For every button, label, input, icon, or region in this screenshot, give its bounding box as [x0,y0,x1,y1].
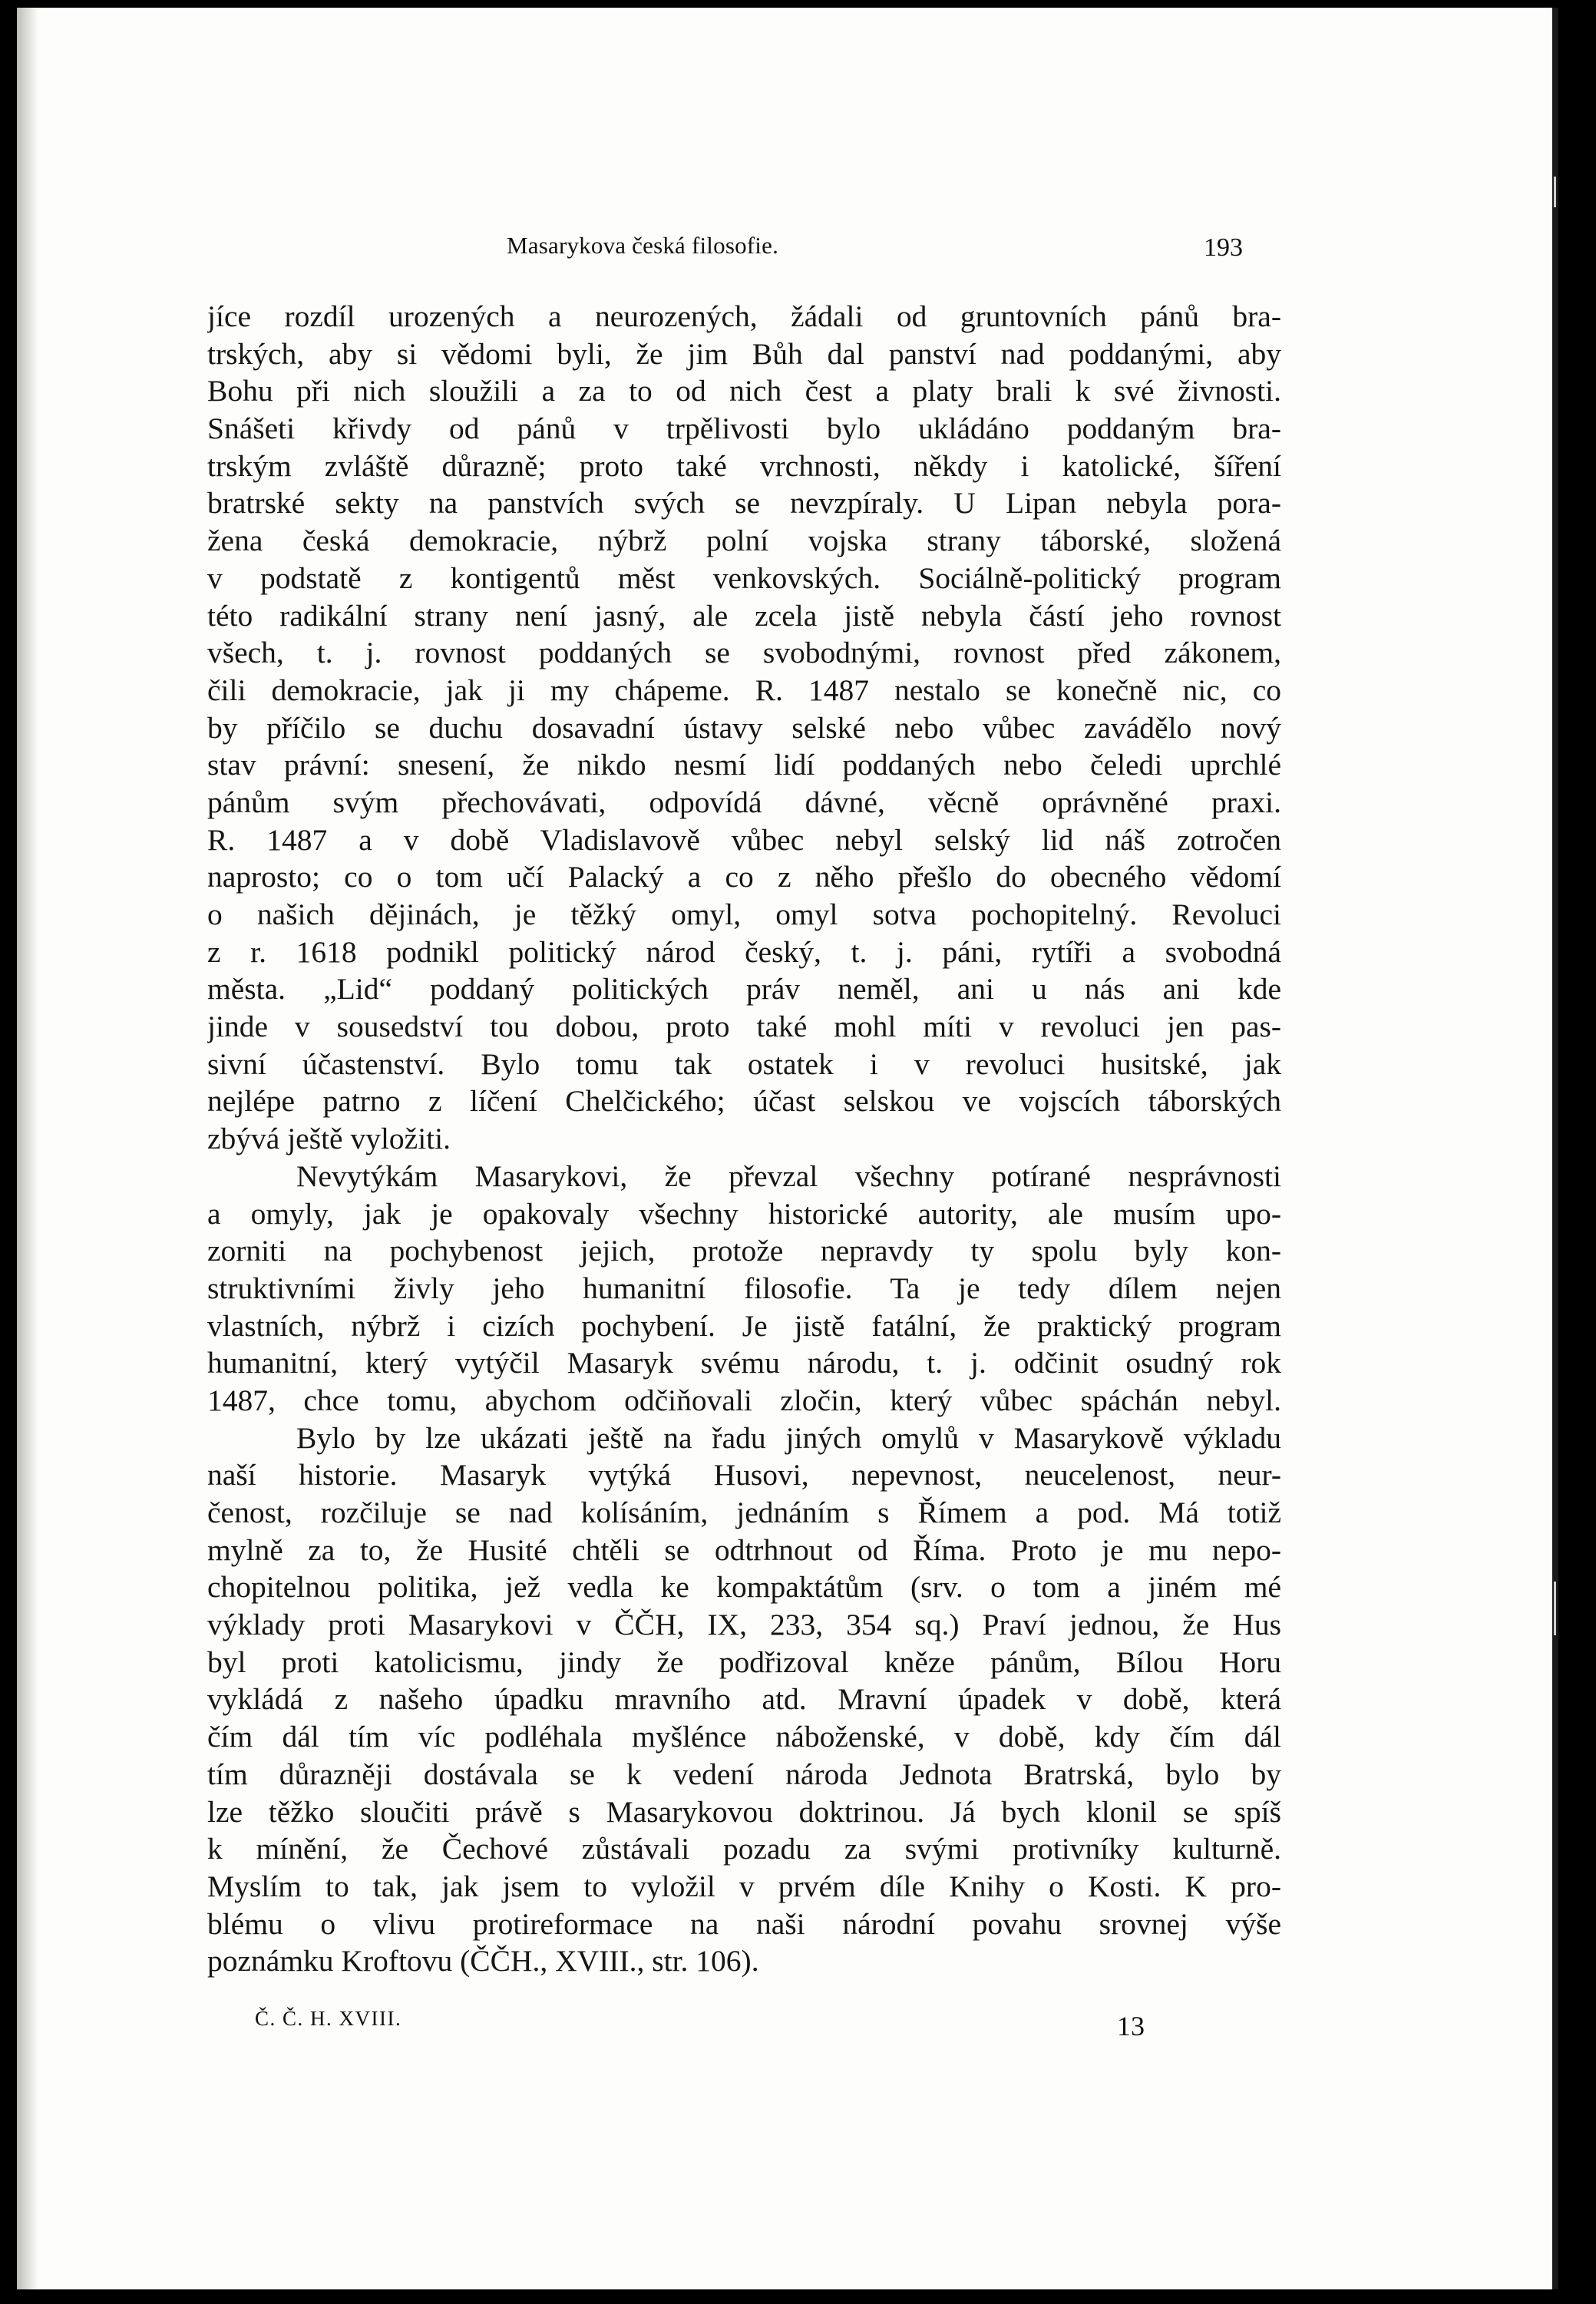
text-line: výklady proti Masarykovi v ČČH, IX, 233, 354 sq.) Praví jednou, že Hus [207,1608,1281,1642]
text-line: byl proti katolicismu, jindy že podřizoval kněze pánům, Bílou Horu [207,1645,1281,1679]
text-line: chopitelnou politika, jež vedla ke kompaktátům (srv. o tom a jiném mé [207,1570,1281,1605]
text-line: tím důrazněji dostávala se k vedení národa Jednota Bratrská, bylo by [207,1757,1281,1791]
text-line: R. 1487 a v době Vladislavově vůbec nebyl selský lid náš zotročen [207,822,1281,857]
text-line: nejlépe patrno z líčení Chelčického; účast selskou ve vojscích táborských [207,1084,1281,1119]
text-line: čenost, rozčiluje se nad kolísáním, jednáním s Římem a pod. Má totiž [207,1496,1281,1529]
text-line: 1487, chce tomu, abychom odčiňovali zločin, který vůbec spáchán nebyl. [207,1383,1281,1417]
text-line: sivní účastenství. Bylo tomu tak ostatek i v revoluci husitské, jak [207,1046,1281,1081]
text-line: by příčilo se duchu dosavadní ústavy selské nebo vůbec zavádělo nový [207,710,1281,745]
body-text [207,298,1281,1980]
text-line-paragraph-end: poznámku Kroftovu (ČČH., XVIII., str. 106). [207,1944,759,1978]
text-line-paragraph-start: Nevytýkám Masarykovi, že převzal všechny potírané nesprávnosti [296,1159,1281,1193]
text-line: k mínění, že Čechové zůstávali pozadu za svými protivníky kulturně. [207,1832,1281,1866]
text-line: z r. 1618 podnikl politický národ český, t. j. páni, rytíři a svobodná [207,934,1281,969]
text-line: o našich dějinách, je těžký omyl, omyl sotva pochopitelný. Revoluci [207,897,1281,931]
text-line: lze těžko sloučiti právě s Masarykovou doktrinou. Já bych klonil se spíš [207,1794,1281,1829]
running-header [207,224,1282,263]
text-line: města. „Lid“ poddaný politických práv neměl, ani u nás ani kde [207,972,1281,1007]
text-line: čím dál tím víc podléhala myšlénce náboženské, v době, kdy čím dál [207,1720,1281,1754]
text-line: čili demokracie, jak ji my chápeme. R. 1487 nestalo se konečně nic, co [207,673,1281,707]
text-line: pánům svým přechovávati, odpovídá dávné, věcně oprávněné praxi. [207,785,1281,819]
text-line: jíce rozdíl urozených a neurozených, žádali od gruntovních pánů bra- [207,299,1281,333]
text-line: Snášeti křivdy od pánů v trpělivosti bylo ukládáno poddaným bra- [207,412,1281,446]
text-line: vykládá z našeho úpadku mravního atd. Mravní úpadek v době, která [207,1682,1281,1717]
text-line: naprosto; co o tom učí Palacký a co z něho přešlo do obecného vědomí [207,860,1281,894]
page-edge [1552,8,1558,2289]
text-line: všech, t. j. rovnost poddaných se svobodnými, rovnost před zákonem, [207,636,1281,670]
text-line: a omyly, jak je opakovaly všechny historické autority, ale musím upo- [207,1196,1281,1231]
signature-number: 13 [1117,2011,1145,2041]
text-line: naší historie. Masaryk vytýká Husovi, nepevnost, neucelenost, neur- [207,1458,1281,1492]
page-footer [207,1987,1282,2041]
text-line: humanitní, který vytýčil Masaryk svému národu, t. j. odčinit osudný rok [207,1346,1281,1380]
text-line: Bohu při nich sloužili a za to od nich čest a platy brali k své živnosti. [207,374,1281,408]
text-line: této radikální strany není jasný, ale zcela jistě nebyla částí jeho rovnost [207,598,1281,633]
text-line-paragraph-end: zbývá ještě vyložiti. [207,1122,451,1156]
text-line: trským zvláště důrazně; proto také vrchnosti, někdy i katolické, šíření [207,448,1281,483]
text-line: struktivními živly jeho humanitní filosofie. Ta je tedy dílem nejen [207,1271,1281,1305]
printer-signature: Č. Č. H. XVIII. [255,2007,402,2030]
text-line: jinde v sousedství tou dobou, proto také mohl míti v revoluci jen pas- [207,1010,1281,1044]
text-line: zorniti na pochybenost jejich, protože nepravdy ty spolu byly kon- [207,1234,1281,1268]
text-line: vlastních, nýbrž i cizích pochybení. Je jistě fatální, že praktický program [207,1308,1281,1343]
text-line: mylně za to, že Husité chtěli se odtrhnout od Říma. Proto je mu nepo- [207,1532,1281,1567]
text-line: stav právní: snesení, že nikdo nesmí lidí poddaných nebo čeledi uprchlé [207,748,1281,782]
running-title: Masarykova česká filosofie. [507,232,779,259]
text-line: blému o vlivu protireformace na naši národní povahu srovnej výše [207,1906,1281,1941]
text-line: Myslím to tak, jak jsem to vyložil v prvém díle Knihy o Kosti. K pro- [207,1869,1281,1903]
edge-mark [1554,177,1556,207]
gutter-shadow [17,8,38,2289]
edge-mark [1554,1582,1556,1635]
text-line: žena česká demokracie, nýbrž polní vojska strany táborské, složená [207,524,1281,558]
text-line: v podstatě z kontigentů měst venkovských. Sociálně-politický program [207,560,1281,595]
text-line: trských, aby si vědomi byli, že jim Bůh dal panství nad poddanými, aby [207,336,1281,371]
text-line-paragraph-start: Bylo by lze ukázati ještě na řadu jiných omylů v Masarykově výkladu [296,1420,1281,1455]
text-line: bratrské sekty na panstvích svých se nevzpíraly. U Lipan nebyla pora- [207,486,1281,521]
page-number: 193 [1204,233,1243,262]
